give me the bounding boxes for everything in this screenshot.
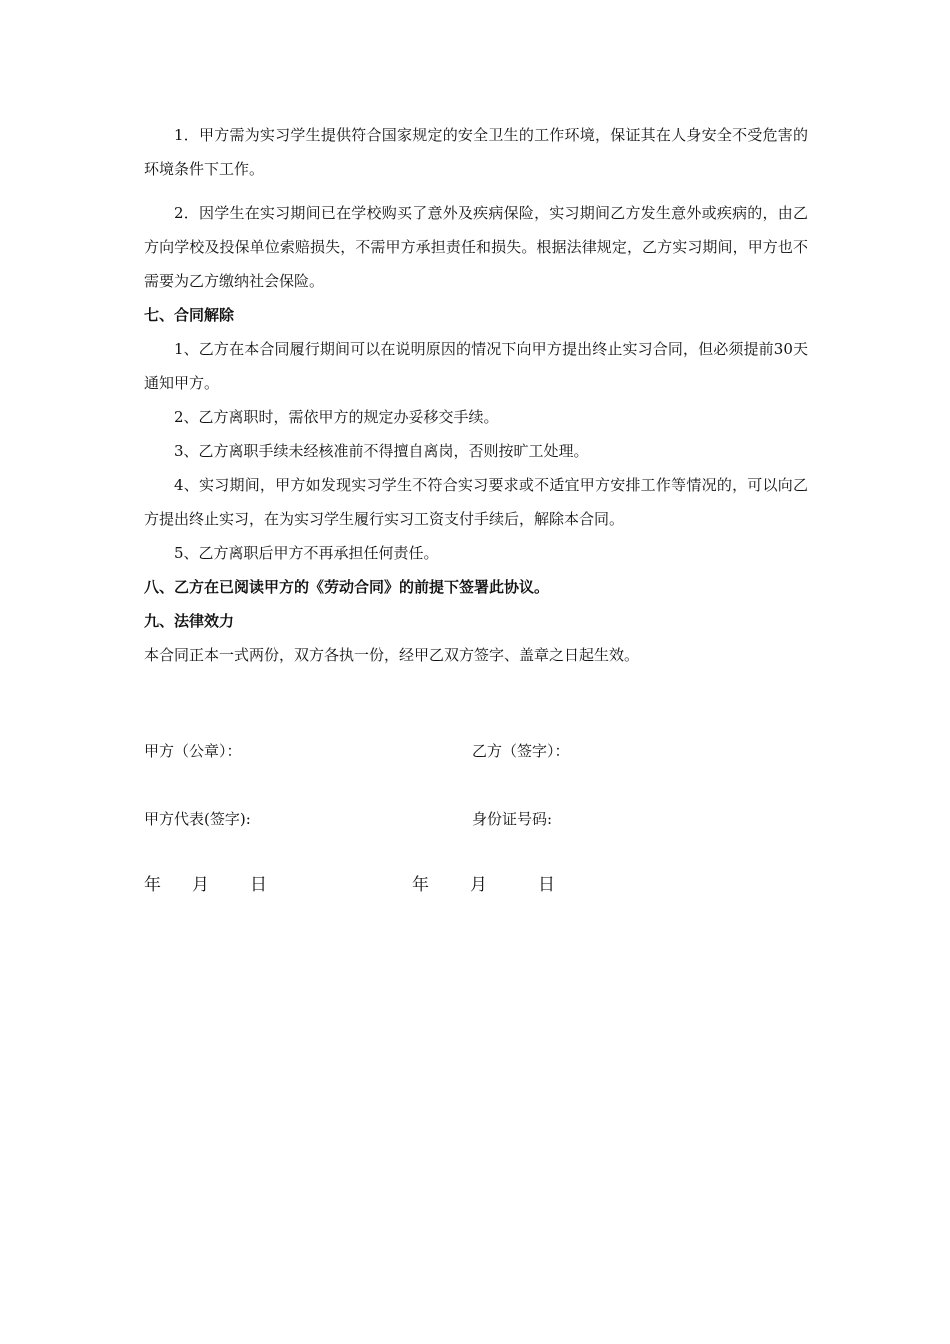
section9-text: 本合同正本一式两份，双方各执一份，经甲乙双方签字、盖章之日起生效。 bbox=[144, 646, 640, 664]
party-b-year: 年 bbox=[412, 875, 429, 895]
party-a-seal-label: 甲方（公章）： bbox=[144, 742, 242, 760]
section9-heading: 九、法律效力 bbox=[144, 612, 235, 630]
section8-heading: 八、乙方在已阅读甲方的《劳动合同》的前提下签署此协议。 bbox=[144, 578, 550, 596]
party-b-day: 日 bbox=[538, 875, 555, 895]
section7-item-3: 3、乙方离职手续未经核准前不得擅自离岗，否则按旷工处理。 bbox=[174, 442, 589, 460]
party-b-month: 月 bbox=[470, 875, 487, 895]
party-a-rep-label: 甲方代表(签字): bbox=[144, 810, 251, 828]
contract-page bbox=[144, 118, 808, 672]
section7-item-5: 5、乙方离职后甲方不再承担任何责任。 bbox=[174, 544, 439, 562]
party-a-day: 日 bbox=[250, 875, 267, 895]
party-b-sign-label: 乙方（签字）： bbox=[472, 742, 570, 760]
party-a-year: 年 bbox=[144, 875, 161, 895]
section7-heading: 七、合同解除 bbox=[144, 306, 235, 324]
section7-item-4: 4、实习期间，甲方如发现实习学生不符合实习要求或不适宜甲方安排工作等情况的，可以向乙方提出终止实习，在为实习学生履行实习工资支付手续后，解除本合同。 bbox=[144, 476, 808, 528]
id-number-label: 身份证号码: bbox=[472, 810, 553, 828]
party-a-month: 月 bbox=[192, 875, 209, 895]
section7-item-2: 2、乙方离职时，需依甲方的规定办妥移交手续。 bbox=[174, 408, 499, 426]
paragraph-insurance: 2．因学生在实习期间已在学校购买了意外及疾病保险，实习期间乙方发生意外或疾病的，由乙方向学校及投保单位索赔损失，不需甲方承担责任和损失。根据法律规定，乙方实习期间，甲方也不需要为乙方缴纳社会保险。 bbox=[144, 204, 808, 290]
paragraph-safety: 1．甲方需为实习学生提供符合国家规定的安全卫生的工作环境，保证其在人身安全不受危害的环境条件下工作。 bbox=[144, 126, 808, 178]
section7-item-1: 1、乙方在本合同履行期间可以在说明原因的情况下向甲方提出终止实习合同，但必须提前30天通知甲方。 bbox=[144, 340, 808, 392]
